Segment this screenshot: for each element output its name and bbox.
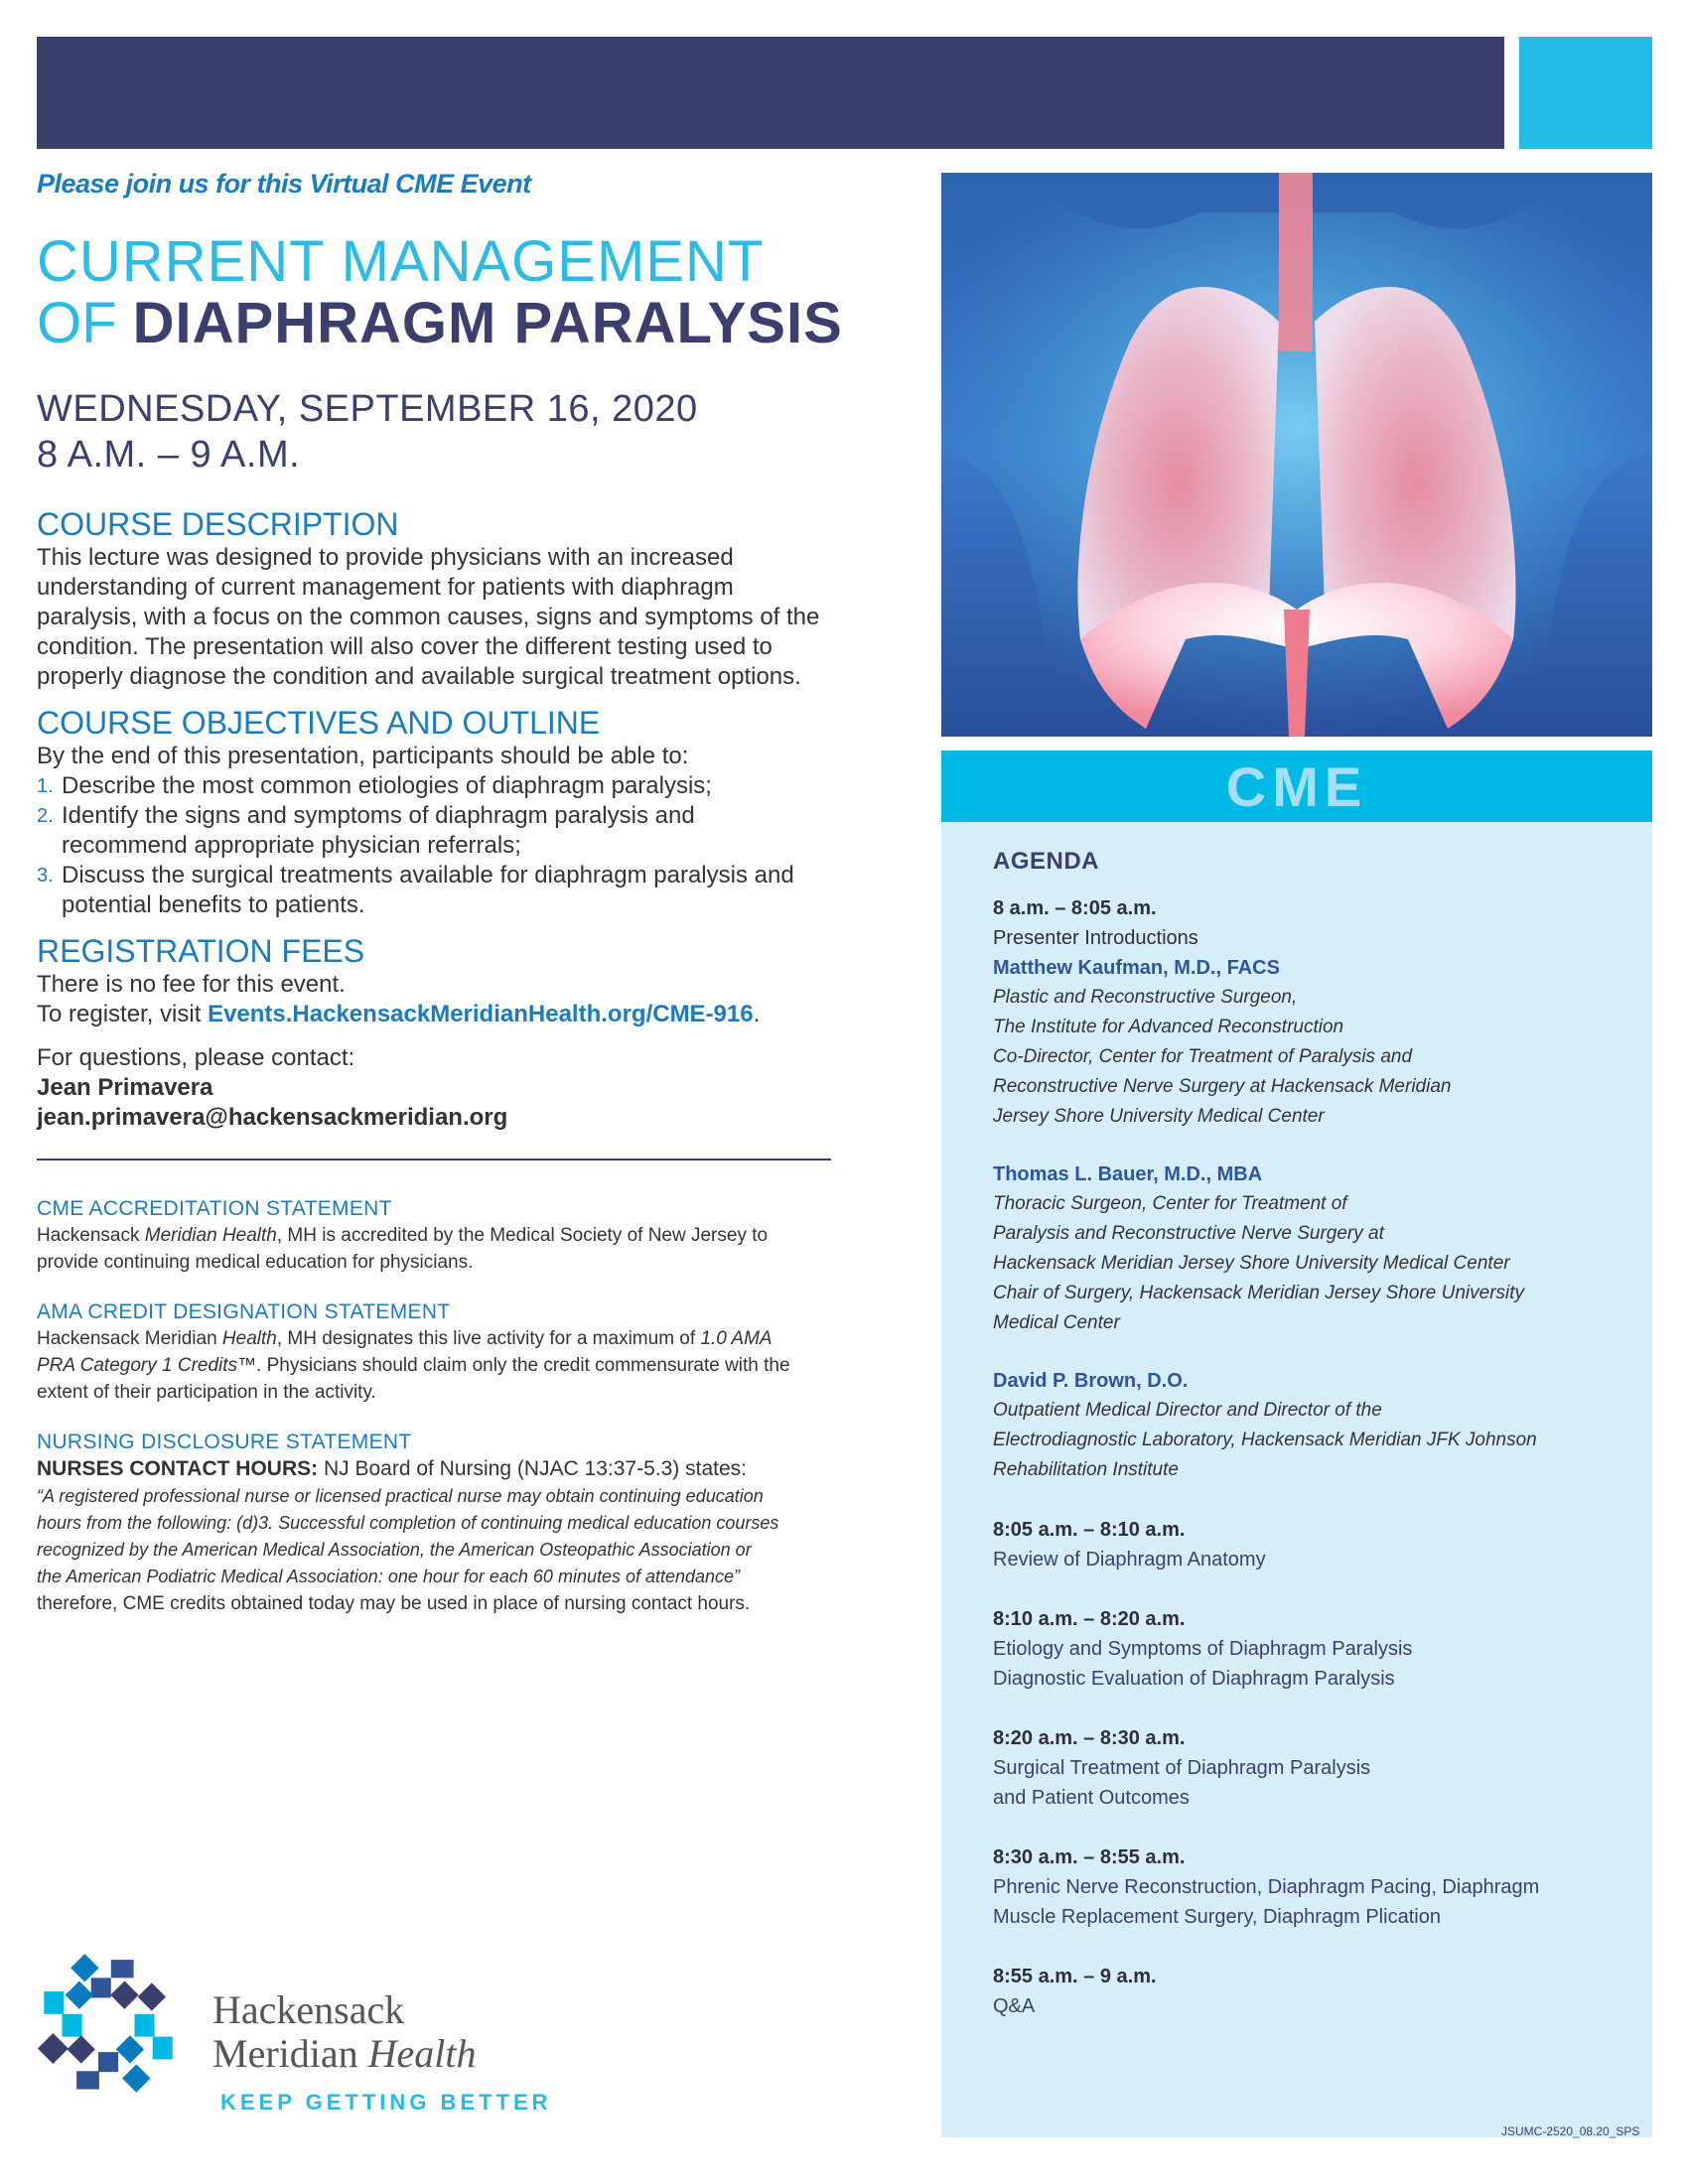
- agenda-item-title: Surgical Treatment of Diaphragm Paralysis: [993, 1757, 1371, 1779]
- document-code: JSUMC-2520_08.20_SPS: [1501, 2124, 1640, 2138]
- contact-intro: For questions, please contact:: [37, 1044, 355, 1071]
- presenter-role: Electrodiagnostic Laboratory, Hackensack Meridian JFK Johnson: [993, 1430, 1537, 1450]
- title-line-1: CURRENT MANAGEMENT: [37, 229, 765, 294]
- logo-name-line-1: Hackensack: [212, 1987, 405, 2032]
- objective-number: 3.: [37, 865, 54, 887]
- left-column: [37, 164, 930, 1617]
- nursing-disclosure-section: [37, 1430, 930, 1617]
- logo-name-line-2: [212, 2032, 477, 2076]
- objective-number: 1.: [37, 775, 54, 797]
- agenda-item-title: Muscle Replacement Surgery, Diaphragm Plication: [993, 1906, 1441, 1928]
- cme-band: [941, 751, 1652, 822]
- presenter-role: Chair of Surgery, Hackensack Meridian Jersey Shore University: [993, 1283, 1525, 1303]
- course-objectives-heading: COURSE OBJECTIVES AND OUTLINE: [37, 705, 601, 741]
- agenda-time: 8 a.m. – 8:05 a.m.: [993, 897, 1157, 919]
- agenda-item: [993, 1515, 1652, 1574]
- text-run: , MH designates this live activity for a maximum of: [276, 1328, 701, 1349]
- agenda-time: 8:55 a.m. – 9 a.m.: [993, 1966, 1157, 1987]
- objective-line: Identify the signs and symptoms of diaphragm paralysis and: [62, 802, 695, 829]
- text-run: Health: [221, 1328, 277, 1349]
- ama-credit-text: [37, 1325, 930, 1406]
- register-line: [37, 1000, 930, 1029]
- presenter: [993, 953, 1652, 1132]
- objective-text: [62, 801, 695, 861]
- agenda-item: [993, 1843, 1652, 1932]
- agenda-item-title: Presenter Introductions: [993, 927, 1198, 949]
- course-description-section: [37, 505, 930, 692]
- cme-label: CME: [1225, 754, 1368, 818]
- presenter-role: Outpatient Medical Director and Director of the: [993, 1400, 1382, 1421]
- agenda-time: 8:30 a.m. – 8:55 a.m.: [993, 1846, 1186, 1868]
- nursing-statement-text: NJ Board of Nursing (NJAC 13:37-5.3) states:: [318, 1457, 747, 1480]
- text-run: Hackensack Meridian: [37, 1328, 222, 1349]
- objectives-list: [37, 771, 930, 920]
- ama-line: [37, 1325, 930, 1352]
- text-run: Health: [367, 2031, 477, 2076]
- agenda-item-title: and Patient Outcomes: [993, 1787, 1190, 1809]
- presenter-role: Rehabilitation Institute: [993, 1459, 1179, 1480]
- quote-line: “A registered professional nurse or licensed practical nurse may obtain continuing education: [37, 1486, 764, 1506]
- presenter-role: Jersey Shore University Medical Center: [993, 1106, 1325, 1127]
- text-run: ,: [276, 1225, 288, 1246]
- presenter-name: David P. Brown, D.O.: [993, 1370, 1189, 1392]
- agenda-time: 8:05 a.m. – 8:10 a.m.: [993, 1519, 1186, 1541]
- objective-item: [37, 801, 930, 861]
- contact-block: [37, 1043, 930, 1133]
- objective-number: 2.: [37, 805, 54, 827]
- agenda-item-title: Q&A: [993, 1995, 1036, 2017]
- logo-wordmark: [212, 1988, 477, 2076]
- objective-item: [37, 771, 930, 801]
- objective-line: Describe the most common etiologies of diaphragm paralysis;: [62, 772, 712, 799]
- nursing-quote: [37, 1483, 930, 1590]
- agenda-item: [993, 1723, 1652, 1813]
- register-suffix: .: [753, 1001, 761, 1027]
- event-date: WEDNESDAY, SEPTEMBER 16, 2020: [37, 388, 698, 430]
- fee-text: There is no fee for this event.: [37, 971, 346, 998]
- description-line: paralysis, with a focus on the common causes, signs and symptoms of the: [37, 604, 820, 630]
- presenter-name: Matthew Kaufman, M.D., FACS: [993, 957, 1280, 979]
- event-time: 8 A.M. – 9 A.M.: [37, 434, 301, 476]
- course-objectives-section: [37, 704, 930, 920]
- registration-heading: REGISTRATION FEES: [37, 933, 365, 969]
- contact-name: Jean Primavera: [37, 1074, 213, 1101]
- registration-section: [37, 932, 930, 1133]
- right-column: [941, 173, 1652, 2137]
- cme-accreditation-heading: CME ACCREDITATION STATEMENT: [37, 1197, 392, 1220]
- section-divider: [37, 1159, 831, 1160]
- agenda-item-title: Review of Diaphragm Anatomy: [993, 1549, 1266, 1570]
- event-datetime: [37, 386, 930, 478]
- presenter-role: Plastic and Reconstructive Surgeon,: [993, 987, 1298, 1008]
- registration-link[interactable]: Events.HackensackMeridianHealth.org/CME-916: [208, 1001, 754, 1027]
- title-line-2: [37, 293, 930, 354]
- invite-tagline: Please join us for this Virtual CME Event: [37, 169, 531, 199]
- objective-text: [62, 771, 712, 801]
- course-description-body: [37, 543, 930, 692]
- presenter-role: Hackensack Meridian Jersey Shore University Medical Center: [993, 1253, 1510, 1274]
- agenda-item-title: Etiology and Symptoms of Diaphragm Paralysis: [993, 1638, 1413, 1660]
- objective-line: Discuss the surgical treatments available for diaphragm paralysis and: [62, 862, 794, 888]
- objectives-intro: By the end of this presentation, participants should be able to:: [37, 743, 689, 769]
- logo-tagline: KEEP GETTING BETTER: [220, 2090, 552, 2115]
- logo-mark-icon: [37, 1951, 191, 2105]
- ama-credit-heading: AMA CREDIT DESIGNATION STATEMENT: [37, 1300, 451, 1323]
- presenter-role: Reconstructive Nerve Surgery at Hackensack Meridian: [993, 1076, 1452, 1097]
- text-run: ™. Physicians should claim only the credit commensurate with the: [237, 1355, 790, 1376]
- hackensack-meridian-logo: [37, 1951, 553, 2129]
- agenda-title: AGENDA: [993, 848, 1100, 875]
- header-navy-bar: [37, 37, 1504, 149]
- text-run: Meridian: [144, 1225, 222, 1246]
- nursing-heading: NURSING DISCLOSURE STATEMENT: [37, 1431, 412, 1453]
- description-line: properly diagnose the condition and available surgical treatment options.: [37, 663, 801, 690]
- description-line: understanding of current management for patients with diaphragm: [37, 574, 734, 601]
- text-run: Meridian: [212, 2031, 368, 2076]
- nursing-closing: therefore, CME credits obtained today may be used in place of nursing contact hours.: [37, 1593, 751, 1614]
- event-title: [37, 231, 930, 354]
- presenter-role: The Institute for Advanced Reconstruction: [993, 1017, 1344, 1037]
- text-run: Health: [221, 1225, 277, 1246]
- accreditation-text: [37, 1222, 930, 1276]
- quote-line: hours from the following: (d)3. Successful completion of continuing medical education courses: [37, 1513, 779, 1533]
- description-line: This lecture was designed to provide physicians with an increased: [37, 544, 734, 571]
- presenter-role: Medical Center: [993, 1312, 1120, 1333]
- register-prefix: To register, visit: [37, 1001, 209, 1027]
- presenter-name: Thomas L. Bauer, M.D., MBA: [993, 1163, 1263, 1185]
- agenda-item: [993, 1962, 1652, 2021]
- text-run: Hackensack: [37, 1225, 145, 1246]
- presenter: [993, 1160, 1652, 1338]
- agenda-panel: [941, 822, 1652, 2137]
- agenda-item: [993, 1604, 1652, 1694]
- text-run: MH is accredited by the: [287, 1225, 491, 1246]
- ama-credit-section: [37, 1299, 930, 1406]
- description-line: condition. The presentation will also cover the different testing used to: [37, 633, 773, 660]
- contact-email-link[interactable]: jean.primavera@hackensackmeridian.org: [37, 1104, 508, 1131]
- agenda-item-title: Phrenic Nerve Reconstruction, Diaphragm Pacing, Diaphragm: [993, 1876, 1540, 1898]
- title-prefix: OF: [37, 291, 117, 355]
- text-run: PRA Category 1 Credits: [37, 1355, 238, 1376]
- title-main: DIAPHRAGM PARALYSIS: [132, 291, 843, 355]
- cme-accreditation-section: [37, 1196, 930, 1276]
- accreditation-line: provide continuing medical education for physicians.: [37, 1252, 474, 1273]
- presenter: [993, 1366, 1652, 1485]
- presenter-role: Thoracic Surgeon, Center for Treatment of: [993, 1193, 1347, 1214]
- ama-line: extent of their participation in the activity.: [37, 1382, 376, 1403]
- course-description-heading: COURSE DESCRIPTION: [37, 506, 399, 542]
- nursing-statement: [37, 1455, 930, 1483]
- lungs-illustration-image: [941, 173, 1652, 737]
- header-cyan-accent: [1519, 37, 1652, 149]
- objective-item: [37, 861, 930, 920]
- quote-line: the American Podiatric Medical Association: one hour for each 60 minutes of attendance”: [37, 1567, 741, 1586]
- objective-text: [62, 861, 794, 920]
- objective-line: recommend appropriate physician referrals;: [62, 832, 521, 859]
- nursing-label: NURSES CONTACT HOURS:: [37, 1457, 319, 1480]
- text-run: 1.0 AMA: [700, 1328, 773, 1349]
- presenter-role: Co-Director, Center for Treatment of Paralysis and: [993, 1046, 1413, 1067]
- presenter-role: Paralysis and Reconstructive Nerve Surgery at: [993, 1223, 1384, 1244]
- agenda-time: 8:20 a.m. – 8:30 a.m.: [993, 1727, 1186, 1749]
- accreditation-line: [37, 1222, 930, 1249]
- agenda-time: 8:10 a.m. – 8:20 a.m.: [993, 1608, 1186, 1630]
- quote-line: recognized by the American Medical Association, the American Osteopathic Association or: [37, 1540, 752, 1560]
- text-run: Medical Society of New Jersey to: [490, 1225, 769, 1246]
- agenda-item-title: Diagnostic Evaluation of Diaphragm Paralysis: [993, 1668, 1395, 1690]
- ama-line: [37, 1352, 930, 1379]
- objective-line: potential benefits to patients.: [62, 891, 365, 918]
- agenda-item: [993, 893, 1652, 1485]
